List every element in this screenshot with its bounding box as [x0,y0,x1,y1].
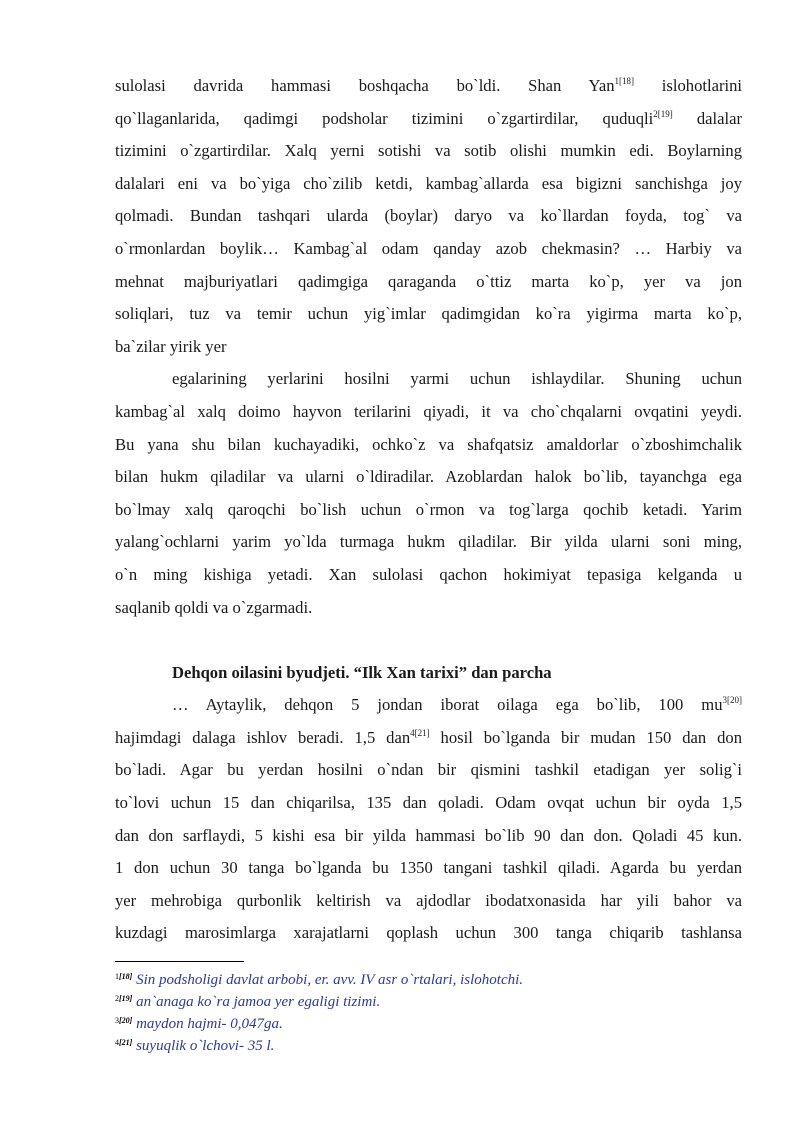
footnote-ref[interactable]: 4[21] [410,727,430,738]
footnote-ref[interactable]: 3[20] [722,695,742,706]
text-line: kambag`al xalq doimo hayvon terilarini qiyadi, it va cho`chqalarni ovqatini yeydi. [115,401,742,421]
footnote-ref[interactable]: 2[19] [653,108,673,119]
paragraph-2 [115,363,742,624]
paragraph-1 [115,70,742,363]
text-line: hajimdagi dalaga ishlov beradi. 1,5 dan$^{4[21]}$ hosil bo`lganda bir mudan 150 dan don [115,727,743,747]
text-line: mehnat majburiyatlari qadimgiga qaraganda o`ttiz marta ko`p, yer va jon [115,271,742,291]
text-line: qolmadi. Bundan tashqari ularda (boylar) daryo va ko`llardan foyda, tog` va [115,206,742,226]
text-line: to`lovi uchun 15 dan chiqarilsa, 135 dan qoladi. Odam ovqat uchun bir oyda 1,5 [115,793,742,813]
text-line: egalarining yerlarini hosilni yarmi uchun ishlaydilar. Shuning uchun [172,369,742,389]
footnote-3: $^{3[20]}$ maydon hajmi- 0,047ga. [115,1016,283,1032]
text-line: dan don sarflaydi, 5 kishi esa bir yilda hammasi bo`lib 90 dan don. Qoladi 45 kun. [115,825,742,845]
text-line: sulolasi davrida hammasi boshqacha bo`ldi. Shan Yan$^{1[18]}$ islohotlarini [115,76,742,95]
text-line: ba`zilar yirik yer [115,336,227,356]
text-line: tizimini o`zgartirdilar. Xalq yerni sotishi va sotib olishi mumkin edi. Boylarning [115,141,742,161]
text-line: o`n ming kishiga yetadi. Xan sulolasi qachon hokimiyat tepasiga kelganda u [115,564,742,584]
text-line: Bu yana shu bilan kuchayadiki, ochko`z va shafqatsiz amaldorlar o`zboshimchalik [115,434,742,454]
text-line: saqlanib qoldi va o`zgarmadi. [115,597,313,617]
spacer [115,624,742,657]
section-heading: Dehqon oilasini byudjeti. “Ilk Xan tarixi” dan parcha [172,662,552,682]
text-line: kuzdagi marosimlarga xarajatlarni qoplash uchun 300 tanga chiqarib tashlansa [115,923,742,943]
footnote-1: $^{1[18]}$ Sin podsholigi davlat arbobi, er. avv. IV asr o`rtalari, islohotchi. [115,972,524,988]
text-line: bo`ladi. Agar bu yerdan hosilni o`ndan bir qismini tashkil etadigan yer solig`i [115,760,742,780]
text-line: o`rmonlardan boylik… Kambag`al odam qanday azob chekmasin? … Harbiy va [115,238,742,258]
footnote-4: $^{4[21]}$ suyuqlik o`lchovi- 35 l. [115,1038,275,1054]
text-line: qo`llaganlarida, qadimgi podsholar tizimini o`zgartirdilar, quduqli$^{2[19]}$ dalalar [115,108,742,128]
text-line: dalalari eni va bo`yiga cho`zilib ketdi, kambag`allarda esa bigizni sanchishga joy [115,173,742,193]
text-line: bo`lmay xalq qaroqchi bo`lish uchun o`rmon va tog`larga qochib ketadi. Yarim [115,499,742,519]
text-line: bilan hukm qiladilar va ularni o`ldiradilar. Azoblardan halok bo`lib, tayanchga ega [115,467,742,487]
text-line: … Aytaylik, dehqon 5 jondan iborat oilaga ega bo`lib, 100 $mu^{3[20]}$ [172,695,742,715]
footnote-ref[interactable]: 1[18] [614,76,634,86]
text-line: 1 don uchun 30 tanga bo`lganda bu 1350 tangani tashkil qiladi. Agarda bu yerdan [115,858,742,878]
text-line: yer mehrobiga qurbonlik keltirish va ajdodlar ibodatxonasida har yili bahor va [115,890,742,910]
text-line: yalang`ochlarni yarim yo`lda turmaga hukm qiladilar. Bir yilda ularni soni ming, [115,532,742,552]
document-body [115,70,742,950]
paragraph-3 [115,689,742,950]
footnote-separator [115,961,244,962]
footnote-2: $^{2[19]}$ an`anaga ko`ra jamoa yer egaligi tizimi. [115,994,381,1010]
text-line: soliqlari, tuz va temir uchun yig`imlar qadimgidan ko`ra yigirma marta ko`p, [115,304,742,324]
